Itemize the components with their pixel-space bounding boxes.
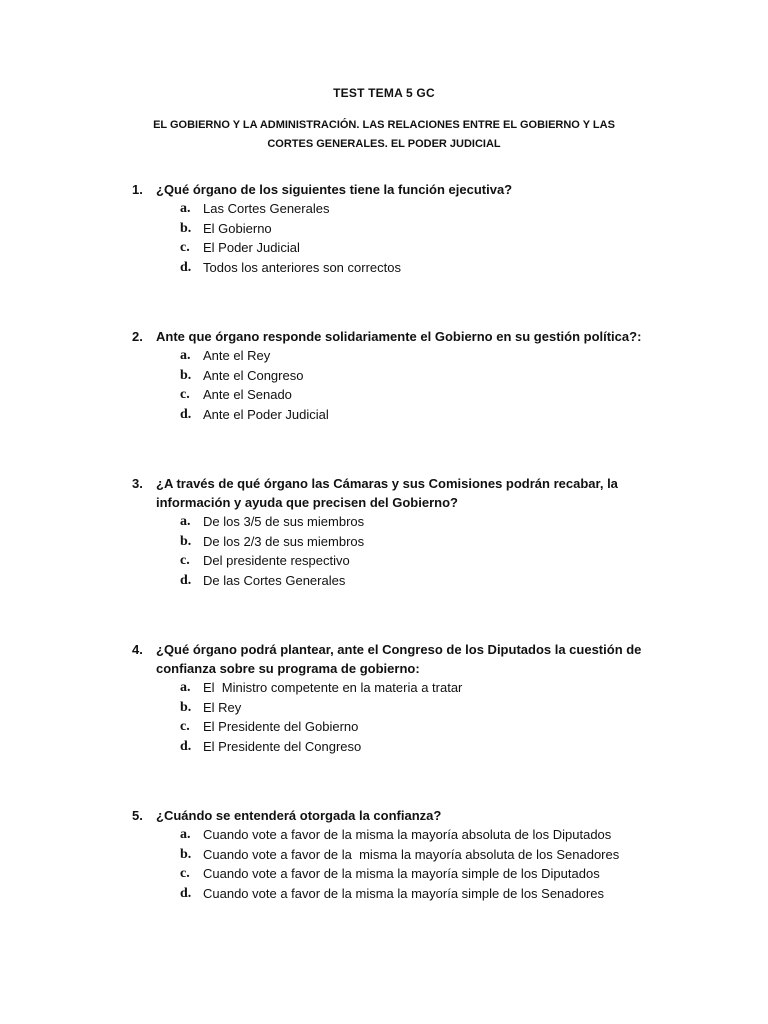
question-text: ¿Qué órgano podrá plantear, ante el Congreso de los Diputados la cuestión de confianza sobre su programa de gobierno: [156, 642, 642, 676]
option-item [0, 845, 768, 865]
question-1 [0, 180, 768, 277]
option-item [0, 199, 768, 219]
option-letter: a. [180, 680, 191, 695]
option-letter: a. [180, 201, 191, 216]
question-number: 1. [132, 182, 143, 197]
question-4 [0, 640, 768, 756]
option-item [0, 698, 768, 718]
option-item [0, 532, 768, 552]
question-number: 4. [132, 642, 143, 657]
question-text: ¿A través de qué órgano las Cámaras y sus Comisiones podrán recabar, la información y ayuda que precisen del Gobierno? [156, 476, 618, 510]
option-item [0, 512, 768, 532]
option-item [0, 884, 768, 904]
option-letter: a. [180, 827, 191, 842]
option-letter: a. [180, 514, 191, 529]
option-item [0, 258, 768, 278]
option-letter: c. [180, 719, 190, 734]
option-item [0, 551, 768, 571]
option-text: De los 3/5 de sus miembros [203, 514, 365, 529]
option-item [0, 346, 768, 366]
option-item [0, 405, 768, 425]
option-item [0, 678, 768, 698]
option-text: Todos los anteriores son correctos [203, 259, 401, 275]
document-title: TEST TEMA 5 GC [333, 86, 435, 100]
option-text: Ante el Poder Judicial [203, 406, 329, 422]
question-3 [0, 474, 768, 590]
option-text: El Gobierno [203, 220, 272, 236]
question-row [0, 806, 768, 825]
option-item [0, 571, 768, 591]
option-list [0, 346, 768, 424]
option-item [0, 717, 768, 737]
option-letter: c. [180, 866, 190, 881]
option-letter: d. [180, 259, 192, 275]
option-letter: b. [180, 367, 192, 383]
option-text: El Presidente del Congreso [203, 738, 362, 754]
question-2 [0, 327, 768, 424]
option-letter: d. [180, 406, 192, 422]
option-text: Del presidente respectivo [203, 553, 350, 568]
option-letter: b. [180, 220, 192, 236]
option-letter: c. [180, 553, 190, 568]
option-letter: d. [180, 885, 192, 901]
document-subtitle: EL GOBIERNO Y LA ADMINISTRACIÓN. LAS RELACIONES ENTRE EL GOBIERNO Y LAS CORTES GENERALES. EL PODER JUDICIAL [153, 119, 615, 150]
question-number: 3. [132, 476, 143, 491]
option-text: De los 2/3 de sus miembros [203, 533, 365, 549]
option-text: Las Cortes Generales [203, 201, 330, 216]
option-letter: c. [180, 387, 190, 402]
option-text: Cuando vote a favor de la misma la mayoría simple de los Diputados [203, 866, 600, 881]
question-text: ¿Qué órgano de los siguientes tiene la función ejecutiva? [156, 182, 513, 197]
option-text: Ante el Senado [203, 387, 292, 402]
option-text: El Poder Judicial [203, 240, 300, 255]
option-letter: a. [180, 348, 191, 363]
option-letter: c. [180, 240, 190, 255]
option-text: El Rey [203, 699, 242, 715]
option-text: De las Cortes Generales [203, 572, 346, 588]
question-5 [0, 806, 768, 903]
question-text: ¿Cuándo se entenderá otorgada la confianza? [156, 808, 442, 823]
option-text: Cuando vote a favor de la misma la mayoría simple de los Senadores [203, 885, 605, 901]
option-item [0, 219, 768, 239]
question-row [0, 474, 768, 512]
question-list [0, 180, 768, 953]
option-item [0, 825, 768, 845]
option-list [0, 512, 768, 590]
question-row [0, 640, 768, 678]
option-letter: b. [180, 699, 192, 715]
option-item [0, 864, 768, 884]
option-letter: d. [180, 738, 192, 754]
option-letter: b. [180, 846, 192, 862]
option-list [0, 825, 768, 903]
option-item [0, 238, 768, 258]
option-letter: d. [180, 572, 192, 588]
option-item [0, 737, 768, 757]
question-row [0, 327, 768, 346]
option-text: El Ministro competente en la materia a tratar [203, 680, 463, 695]
option-item [0, 366, 768, 386]
question-number: 2. [132, 329, 143, 344]
option-list [0, 199, 768, 277]
question-row [0, 180, 768, 199]
option-letter: b. [180, 533, 192, 549]
option-list [0, 678, 768, 756]
option-text: Cuando vote a favor de la misma la mayoría absoluta de los Senadores [203, 846, 620, 862]
option-text: Ante el Congreso [203, 367, 304, 383]
option-text: El Presidente del Gobierno [203, 719, 359, 734]
option-item [0, 385, 768, 405]
question-number: 5. [132, 808, 143, 823]
question-text: Ante que órgano responde solidariamente el Gobierno en su gestión política?: [156, 329, 642, 344]
option-text: Ante el Rey [203, 348, 271, 363]
option-text: Cuando vote a favor de la misma la mayoría absoluta de los Diputados [203, 827, 612, 842]
